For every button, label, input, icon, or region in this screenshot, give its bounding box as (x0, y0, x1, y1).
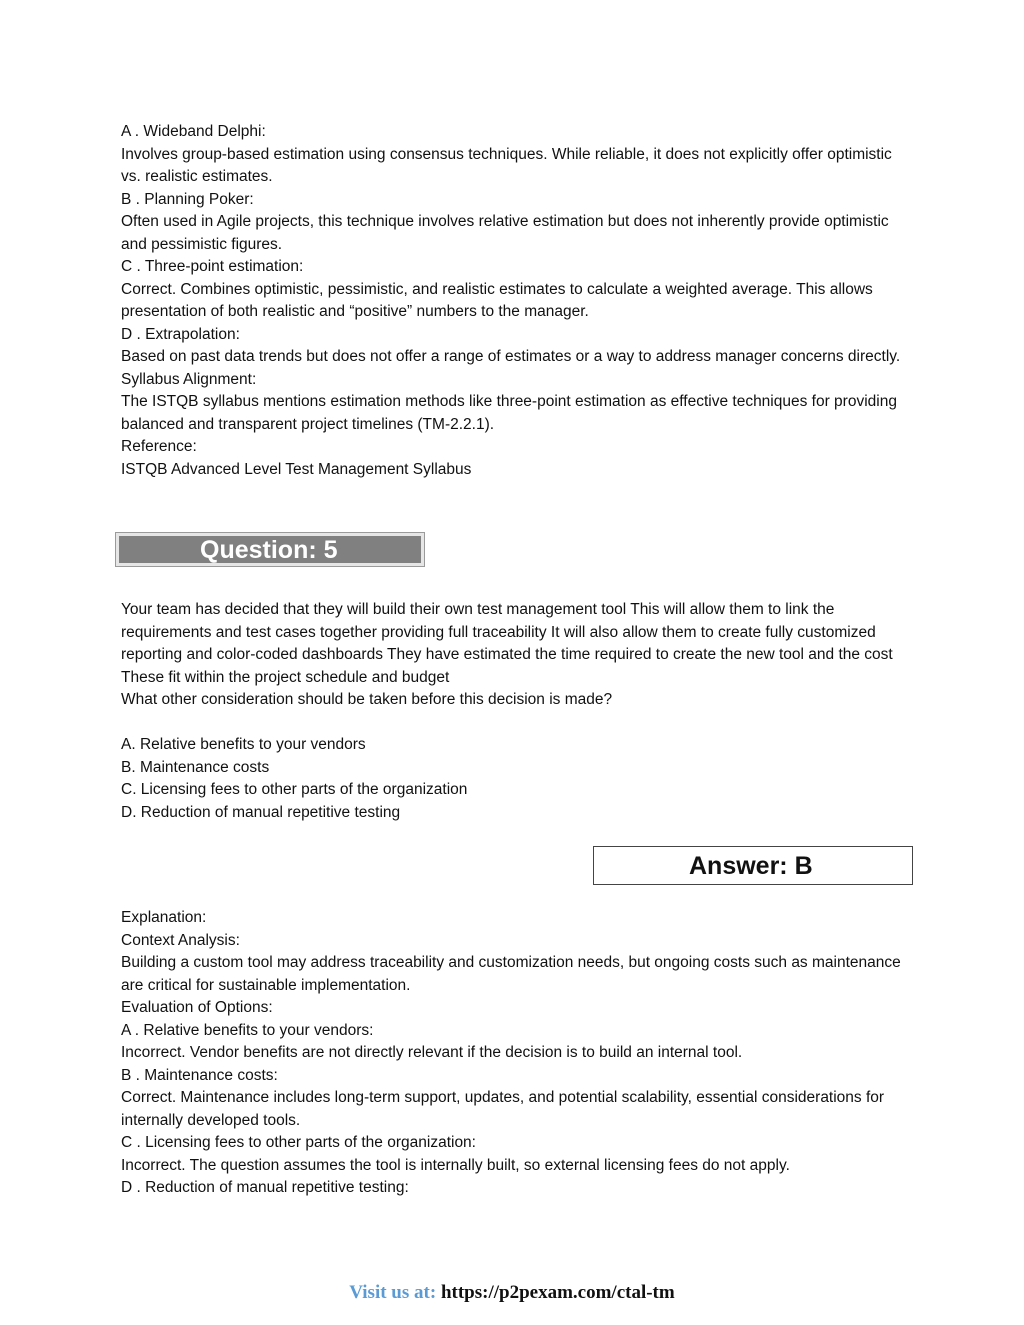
eval-c-title: C . Licensing fees to other parts of the organization: (121, 1134, 476, 1151)
answer-label: Answer: B (689, 852, 813, 880)
eval-d-title: D . Reduction of manual repetitive testing: (121, 1179, 409, 1196)
option-b-title: B . Planning Poker: (121, 190, 254, 208)
reference-title: Reference: (121, 438, 197, 455)
option-b-text: Often used in Agile projects, this technique involves relative estimation but does not inherently provide optimistic and pessimistic figures. (121, 213, 889, 253)
question-text: Your team has decided that they will build their own test management tool This will allow them to link the requirements and test cases together providing full traceability It will also allow them to create fully customized reporting and color-coded dashboards They have estimated the time required to create the new tool and the cost These fit within the project schedule and budget (121, 601, 893, 686)
eval-b-text: Correct. Maintenance includes long-term support, updates, and potential scalability, essential considerations for internally developed tools. (121, 1089, 885, 1129)
question-header (115, 532, 425, 567)
explanation (121, 907, 911, 1200)
explanation-continued (121, 121, 911, 481)
syllabus-alignment-title: Syllabus Alignment: (121, 370, 257, 388)
option-c: C. Licensing fees to other parts of the organization (121, 781, 468, 798)
option-d-text: Based on past data trends but does not offer a range of estimates or a way to address manager concerns directly. (121, 348, 901, 365)
option-c-title: C . Three-point estimation: (121, 258, 304, 275)
option-d: D. Reduction of manual repetitive testing (121, 803, 401, 821)
question-number: Question: 5 (200, 536, 338, 564)
eval-a-text: Incorrect. Vendor benefits are not directly relevant if the decision is to build an internal tool. (121, 1044, 743, 1061)
footer (0, 1281, 1024, 1305)
question-body (121, 599, 911, 712)
eval-c-text: Incorrect. The question assumes the tool is internally built, so external licensing fees do not apply. (121, 1156, 790, 1174)
reference-text: ISTQB Advanced Level Test Management Syllabus (121, 460, 472, 478)
evaluation-title: Evaluation of Options: (121, 999, 273, 1016)
option-b: B. Maintenance costs (121, 758, 270, 776)
footer-url-link[interactable]: https://p2pexam.com/ctal-tm (440, 1282, 675, 1303)
footer-visit-label: Visit us at: (349, 1282, 437, 1303)
answer-options (121, 734, 911, 824)
syllabus-alignment-text: The ISTQB syllabus mentions estimation methods like three-point estimation as effective techniques for providing balanced and transparent project timelines (TM-2.2.1). (121, 393, 897, 433)
question-prompt: What other consideration should be taken before this decision is made? (121, 691, 613, 708)
option-d-title: D . Extrapolation: (121, 325, 240, 343)
answer-box (593, 846, 913, 885)
option-a-text: Involves group-based estimation using consensus techniques. While reliable, it does not explicitly offer optimistic vs. realistic estimates. (121, 145, 892, 185)
context-analysis-text: Building a custom tool may address traceability and customization needs, but ongoing costs such as maintenance are critical for sustainable implementation. (121, 954, 901, 994)
eval-b-title: B . Maintenance costs: (121, 1066, 278, 1084)
eval-a-title: A . Relative benefits to your vendors: (121, 1021, 374, 1039)
context-analysis-title: Context Analysis: (121, 931, 240, 949)
option-a: A. Relative benefits to your vendors (121, 736, 366, 753)
option-a-title: A . Wideband Delphi: (121, 123, 266, 140)
option-c-text: Correct. Combines optimistic, pessimistic, and realistic estimates to calculate a weighted average. This allows presentation of both realistic and “positive” numbers to the manager. (121, 280, 873, 320)
explanation-title: Explanation: (121, 909, 207, 926)
